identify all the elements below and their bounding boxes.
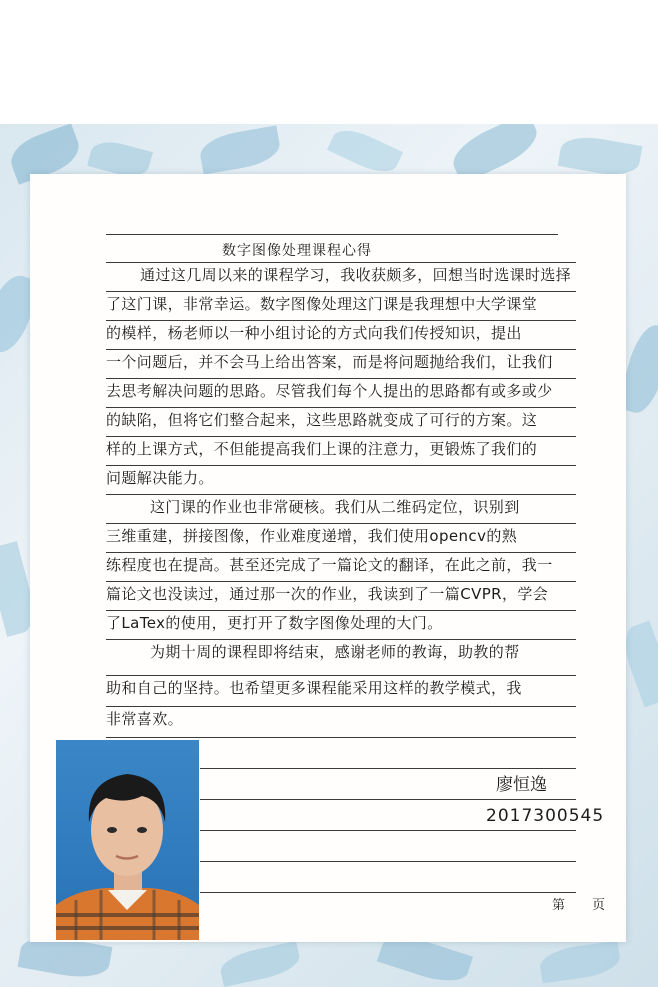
ruled-line: [106, 234, 558, 235]
letter-line: 练程度也在提高。甚至还完成了一篇论文的翻译，在此之前，我一: [106, 556, 553, 574]
ruled-line: [200, 830, 576, 831]
letter-line: 去思考解决问题的思路。尽管我们每个人提出的思路都有或多或少: [106, 382, 553, 400]
page-suffix: 页: [592, 898, 606, 913]
letter-line: 三维重建，拼接图像，作业难度递增，我们使用opencv的熟: [106, 527, 518, 545]
ruled-line: [106, 320, 576, 321]
ruled-line: [106, 494, 576, 495]
letter-line: 非常喜欢。: [106, 710, 184, 728]
letter-title: 数字图像处理课程心得: [222, 243, 372, 259]
ruled-line: [106, 639, 576, 640]
ruled-line: [200, 799, 576, 800]
ruled-line: [106, 675, 576, 676]
ruled-line: [106, 407, 576, 408]
letter-line: 篇论文也没读过，通过那一次的作业，我读到了一篇CVPR，学会: [106, 585, 549, 603]
ruled-line: [106, 291, 576, 292]
letter-line: 为期十周的课程即将结束，感谢老师的教诲，助教的帮: [150, 643, 520, 661]
letter-line: 了这门课，非常幸运。数字图像处理这门课是我理想中大学课堂: [106, 295, 538, 313]
letter-line: 通过这几周以来的课程学习，我收获颇多，回想当时选课时选择: [140, 266, 572, 284]
ruled-line: [106, 706, 576, 707]
ruled-line: [106, 349, 576, 350]
letter-line: 助和自己的坚持。也希望更多课程能采用这样的教学模式，我: [106, 679, 522, 697]
ruled-line: [106, 552, 576, 553]
ruled-line: [106, 581, 576, 582]
letter-line: 一个问题后，并不会马上给出答案，而是将问题抛给我们，让我们: [106, 353, 553, 371]
ruled-line: [106, 465, 576, 466]
ruled-line: [200, 861, 576, 862]
letter-line: 的缺陷，但将它们整合起来，这些思路就变成了可行的方案。这: [106, 411, 538, 429]
ruled-line: [106, 378, 576, 379]
ruled-line: [106, 737, 576, 738]
letter-line: 样的上课方式，不但能提高我们上课的注意力，更锻炼了我们的: [106, 440, 538, 458]
student-photo: [56, 740, 199, 940]
letter-line: 这门课的作业也非常硬核。我们从二维码定位，识别到: [150, 498, 520, 516]
ruled-line: [200, 892, 576, 893]
ruled-line: [106, 610, 576, 611]
ruled-line: [106, 262, 576, 263]
portrait-illustration: [56, 740, 199, 940]
page-prefix: 第: [552, 898, 566, 913]
letter-line: 问题解决能力。: [106, 469, 214, 487]
ruled-line: [200, 768, 576, 769]
letter-line: 的模样，杨老师以一种小组讨论的方式向我们传授知识，提出: [106, 324, 522, 342]
student-id: 2017300545: [486, 806, 605, 826]
letter-line: 了LaTex的使用，更打开了数字图像处理的大门。: [106, 614, 443, 632]
ruled-line: [106, 436, 576, 437]
ruled-line: [106, 523, 576, 524]
signature-name: 廖恒逸: [496, 775, 547, 795]
